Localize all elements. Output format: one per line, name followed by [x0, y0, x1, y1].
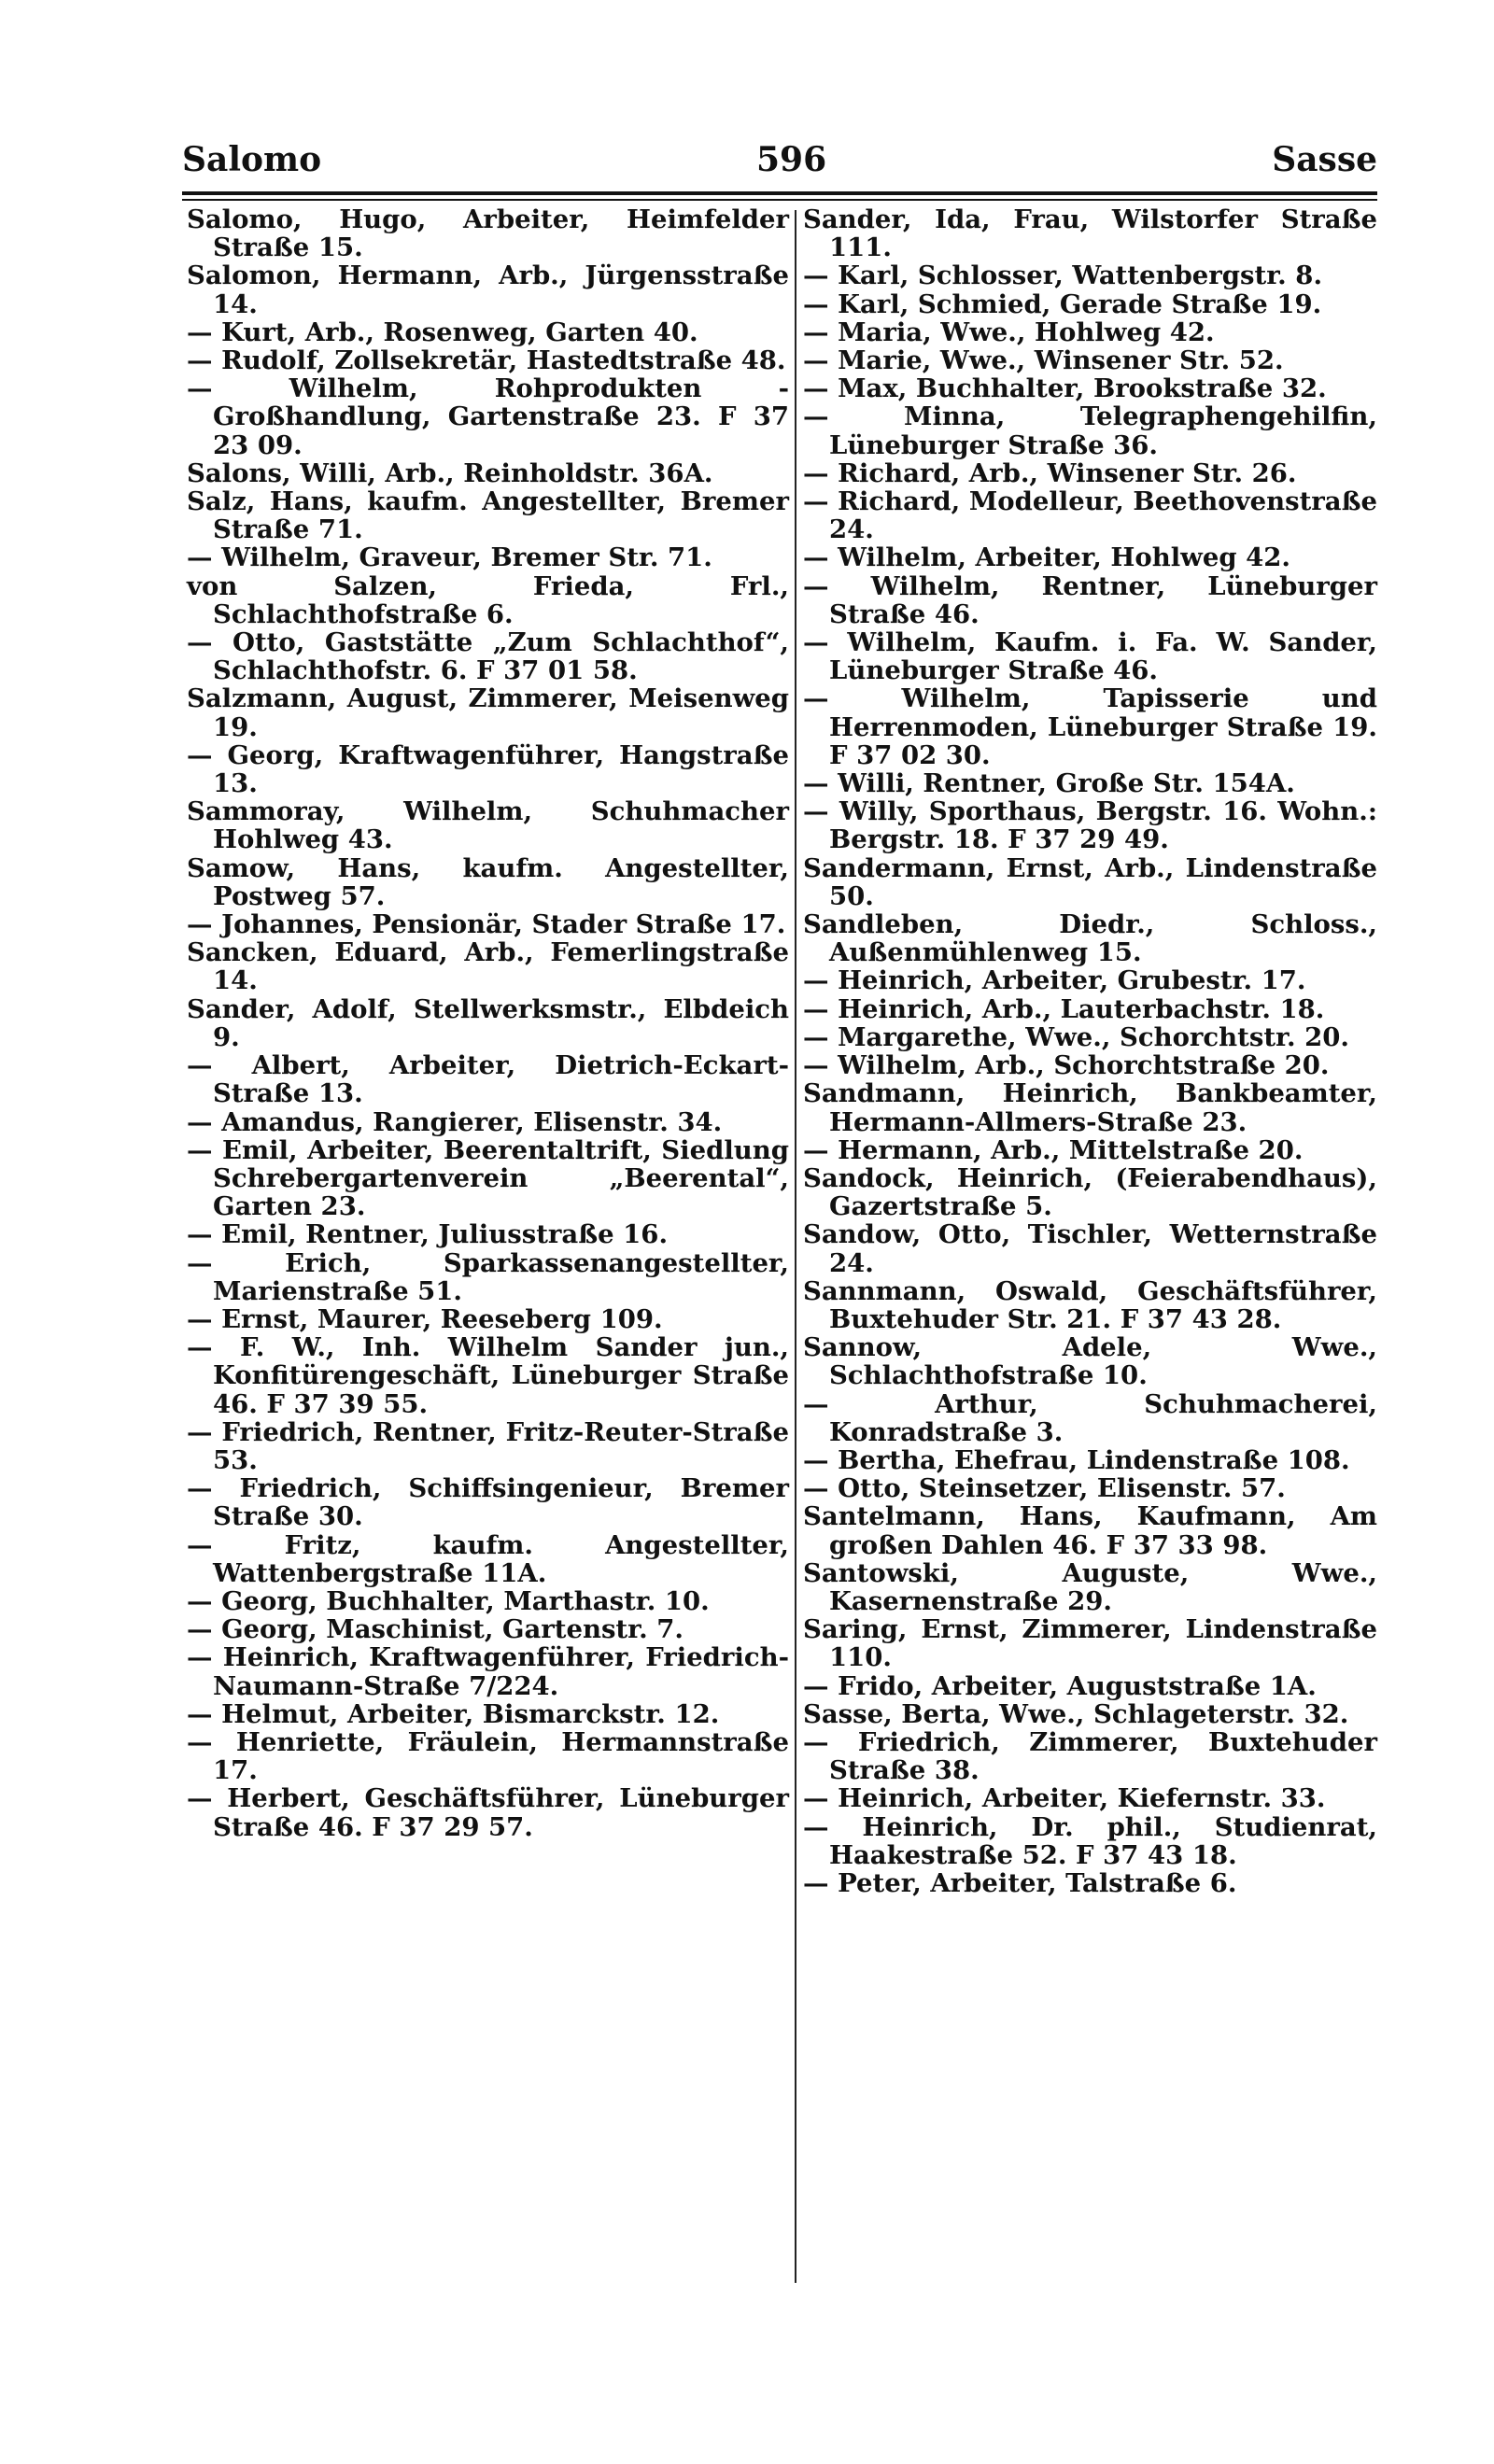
- directory-entry: — Johannes, Pensionär, Stader Straße 17.: [187, 909, 786, 940]
- directory-entry: Salomo, Hugo, Arbeiter, Heimfelder Straße 15.: [187, 204, 789, 263]
- directory-entry: — Richard, Modelleur, Beethovenstraße 24.: [803, 486, 1377, 545]
- directory-entry: — Wilhelm, Arbeiter, Hohlweg 42.: [803, 542, 1290, 573]
- directory-entry: — Heinrich, Arbeiter, Grubestr. 17.: [803, 965, 1306, 996]
- page-header: [182, 140, 1377, 187]
- directory-entry: Saring, Ernst, Zimmerer, Lindenstraße 110.: [803, 1614, 1377, 1673]
- directory-entry: Sandock, Heinrich, (Feierabendhaus), Gazertstraße 5.: [803, 1162, 1377, 1222]
- directory-entry: — Karl, Schmied, Gerade Straße 19.: [803, 289, 1322, 319]
- header-left-keyword: Salomo: [182, 140, 322, 179]
- directory-entry: — Wilhelm, Rentner, Lüneburger Straße 46.: [803, 570, 1377, 629]
- directory-entry: — Ernst, Maurer, Reeseberg 109.: [187, 1303, 663, 1334]
- directory-entry: — Wilhelm, Kaufm. i. Fa. W. Sander, Lüneburger Straße 46.: [803, 627, 1377, 686]
- directory-entry: — Henriette, Fräulein, Hermannstraße 17.: [187, 1726, 789, 1786]
- directory-entry: Sandermann, Ernst, Arb., Lindenstraße 50.: [803, 852, 1377, 911]
- directory-entry: — Heinrich, Arb., Lauterbachstr. 18.: [803, 993, 1325, 1024]
- directory-entry: Sancken, Eduard, Arb., Femerlingstraße 14.: [187, 937, 789, 996]
- directory-entry: — Emil, Arbeiter, Beerentaltrift, Siedlung Schrebergartenverein „Beerental“, Garten 23.: [187, 1134, 789, 1222]
- directory-entry: — Otto, Steinsetzer, Elisenstr. 57.: [803, 1473, 1286, 1504]
- page-number: 596: [756, 140, 827, 179]
- directory-entry: von Salzen, Frieda, Frl., Schlachthofstraße 6.: [187, 570, 789, 629]
- directory-entry: — Heinrich, Dr. phil., Studienrat, Haakestraße 52. F 37 43 18.: [803, 1811, 1377, 1870]
- directory-entry: — Herbert, Geschäftsführer, Lüneburger Straße 46. F 37 29 57.: [187, 1783, 789, 1842]
- directory-entry: — Frido, Arbeiter, Auguststraße 1A.: [803, 1670, 1317, 1701]
- directory-entry: Salzmann, August, Zimmerer, Meisenweg 19.: [187, 683, 789, 742]
- directory-entry: — Karl, Schlosser, Wattenbergstr. 8.: [803, 260, 1323, 291]
- directory-entry: Sannow, Adele, Wwe., Schlachthofstraße 10.: [803, 1332, 1377, 1391]
- directory-entry: — Wilhelm, Tapisserie und Herrenmoden, Lüneburger Straße 19. F 37 02 30.: [803, 683, 1377, 770]
- directory-entry: — Rudolf, Zollsekretär, Hastedtstraße 48.: [187, 345, 786, 376]
- directory-entry: — Minna, Telegraphengehilfin, Lüneburger Straße 36.: [803, 401, 1377, 460]
- directory-entry: — Wilhelm, Arb., Schorchtstraße 20.: [803, 1050, 1330, 1081]
- directory-entry: — F. W., Inh. Wilhelm Sander jun., Konfitürengeschäft, Lüneburger Straße 46. F 37 39 55.: [187, 1332, 789, 1419]
- header-rule-thick: [182, 191, 1377, 195]
- directory-entry: — Fritz, kaufm. Angestellter, Wattenbergstraße 11A.: [187, 1529, 789, 1588]
- directory-entry: — Emil, Rentner, Juliusstraße 16.: [187, 1219, 669, 1250]
- directory-entry: — Amandus, Rangierer, Elisenstr. 34.: [187, 1106, 723, 1137]
- directory-entry: Sander, Ida, Frau, Wilstorfer Straße 111.: [803, 204, 1377, 263]
- directory-entry: — Bertha, Ehefrau, Lindenstraße 108.: [803, 1444, 1350, 1475]
- column-divider: [795, 210, 796, 2283]
- directory-entry: — Georg, Maschinist, Gartenstr. 7.: [187, 1614, 684, 1645]
- directory-entry: — Arthur, Schuhmacherei, Konradstraße 3.: [803, 1388, 1377, 1447]
- directory-entry: Sannmann, Oswald, Geschäftsführer, Buxtehuder Str. 21. F 37 43 28.: [803, 1275, 1377, 1334]
- directory-entry: — Friedrich, Schiffsingenieur, Bremer Straße 30.: [187, 1473, 789, 1532]
- header-rule-thin: [182, 199, 1377, 201]
- directory-entry: — Wilhelm, Rohprodukten - Großhandlung, Gartenstraße 23. F 37 23 09.: [187, 373, 789, 460]
- directory-entry: — Albert, Arbeiter, Dietrich-Eckart-Straße 13.: [187, 1050, 789, 1109]
- directory-entry: — Georg, Buchhalter, Marthastr. 10.: [187, 1585, 710, 1616]
- directory-entry: Santelmann, Hans, Kaufmann, Am großen Dahlen 46. F 37 33 98.: [803, 1501, 1377, 1560]
- left-column: [187, 205, 789, 1841]
- directory-entry: Sandmann, Heinrich, Bankbeamter, Hermann-Allmers-Straße 23.: [803, 1078, 1377, 1137]
- directory-entry: Samow, Hans, kaufm. Angestellter, Postweg 57.: [187, 852, 789, 911]
- directory-entry: — Erich, Sparkassenangestellter, Marienstraße 51.: [187, 1247, 789, 1306]
- directory-entry: — Maria, Wwe., Hohlweg 42.: [803, 317, 1215, 347]
- directory-entry: Santowski, Auguste, Wwe., Kasernenstraße 29.: [803, 1557, 1377, 1616]
- directory-entry: — Margarethe, Wwe., Schorchtstr. 20.: [803, 1021, 1349, 1052]
- directory-entry: Sasse, Berta, Wwe., Schlageterstr. 32.: [803, 1698, 1349, 1729]
- directory-entry: — Kurt, Arb., Rosenweg, Garten 40.: [187, 317, 698, 347]
- directory-entry: — Richard, Arb., Winsener Str. 26.: [803, 458, 1297, 488]
- directory-entry: — Heinrich, Kraftwagenführer, Friedrich-Naumann-Straße 7/224.: [187, 1642, 789, 1701]
- directory-entry: — Max, Buchhalter, Brookstraße 32.: [803, 373, 1327, 404]
- directory-entry: Sammoray, Wilhelm, Schuhmacher Hohlweg 43.: [187, 796, 789, 855]
- directory-entry: — Willi, Rentner, Große Str. 154A.: [803, 768, 1295, 799]
- header-right-keyword: Sasse: [1272, 140, 1377, 179]
- directory-entry: — Georg, Kraftwagenführer, Hangstraße 13.: [187, 739, 789, 799]
- directory-entry: — Wilhelm, Graveur, Bremer Str. 71.: [187, 542, 712, 573]
- directory-entry: — Hermann, Arb., Mittelstraße 20.: [803, 1134, 1304, 1165]
- directory-entry: Salz, Hans, kaufm. Angestellter, Bremer Straße 71.: [187, 486, 789, 545]
- directory-entry: — Willy, Sporthaus, Bergstr. 16. Wohn.: Bergstr. 18. F 37 29 49.: [803, 796, 1377, 855]
- right-column: [803, 205, 1377, 1897]
- directory-entry: — Heinrich, Arbeiter, Kiefernstr. 33.: [803, 1783, 1326, 1814]
- directory-entry: — Helmut, Arbeiter, Bismarckstr. 12.: [187, 1698, 720, 1729]
- directory-entry: Salomon, Hermann, Arb., Jürgensstraße 14.: [187, 260, 789, 319]
- directory-entry: Sandow, Otto, Tischler, Wetternstraße 24.: [803, 1219, 1377, 1278]
- directory-entry: Salons, Willi, Arb., Reinholdstr. 36A.: [187, 458, 713, 488]
- directory-entry: — Peter, Arbeiter, Talstraße 6.: [803, 1867, 1237, 1898]
- directory-entry: Sandleben, Diedr., Schloss., Außenmühlenweg 15.: [803, 909, 1377, 968]
- directory-entry: — Friedrich, Rentner, Fritz-Reuter-Straße 53.: [187, 1416, 789, 1475]
- directory-entry: — Friedrich, Zimmerer, Buxtehuder Straße 38.: [803, 1726, 1377, 1786]
- directory-entry: Sander, Adolf, Stellwerksmstr., Elbdeich 9.: [187, 993, 789, 1052]
- directory-entry: — Marie, Wwe., Winsener Str. 52.: [803, 345, 1284, 376]
- directory-entry: — Otto, Gaststätte „Zum Schlachthof“, Schlachthofstr. 6. F 37 01 58.: [187, 627, 789, 686]
